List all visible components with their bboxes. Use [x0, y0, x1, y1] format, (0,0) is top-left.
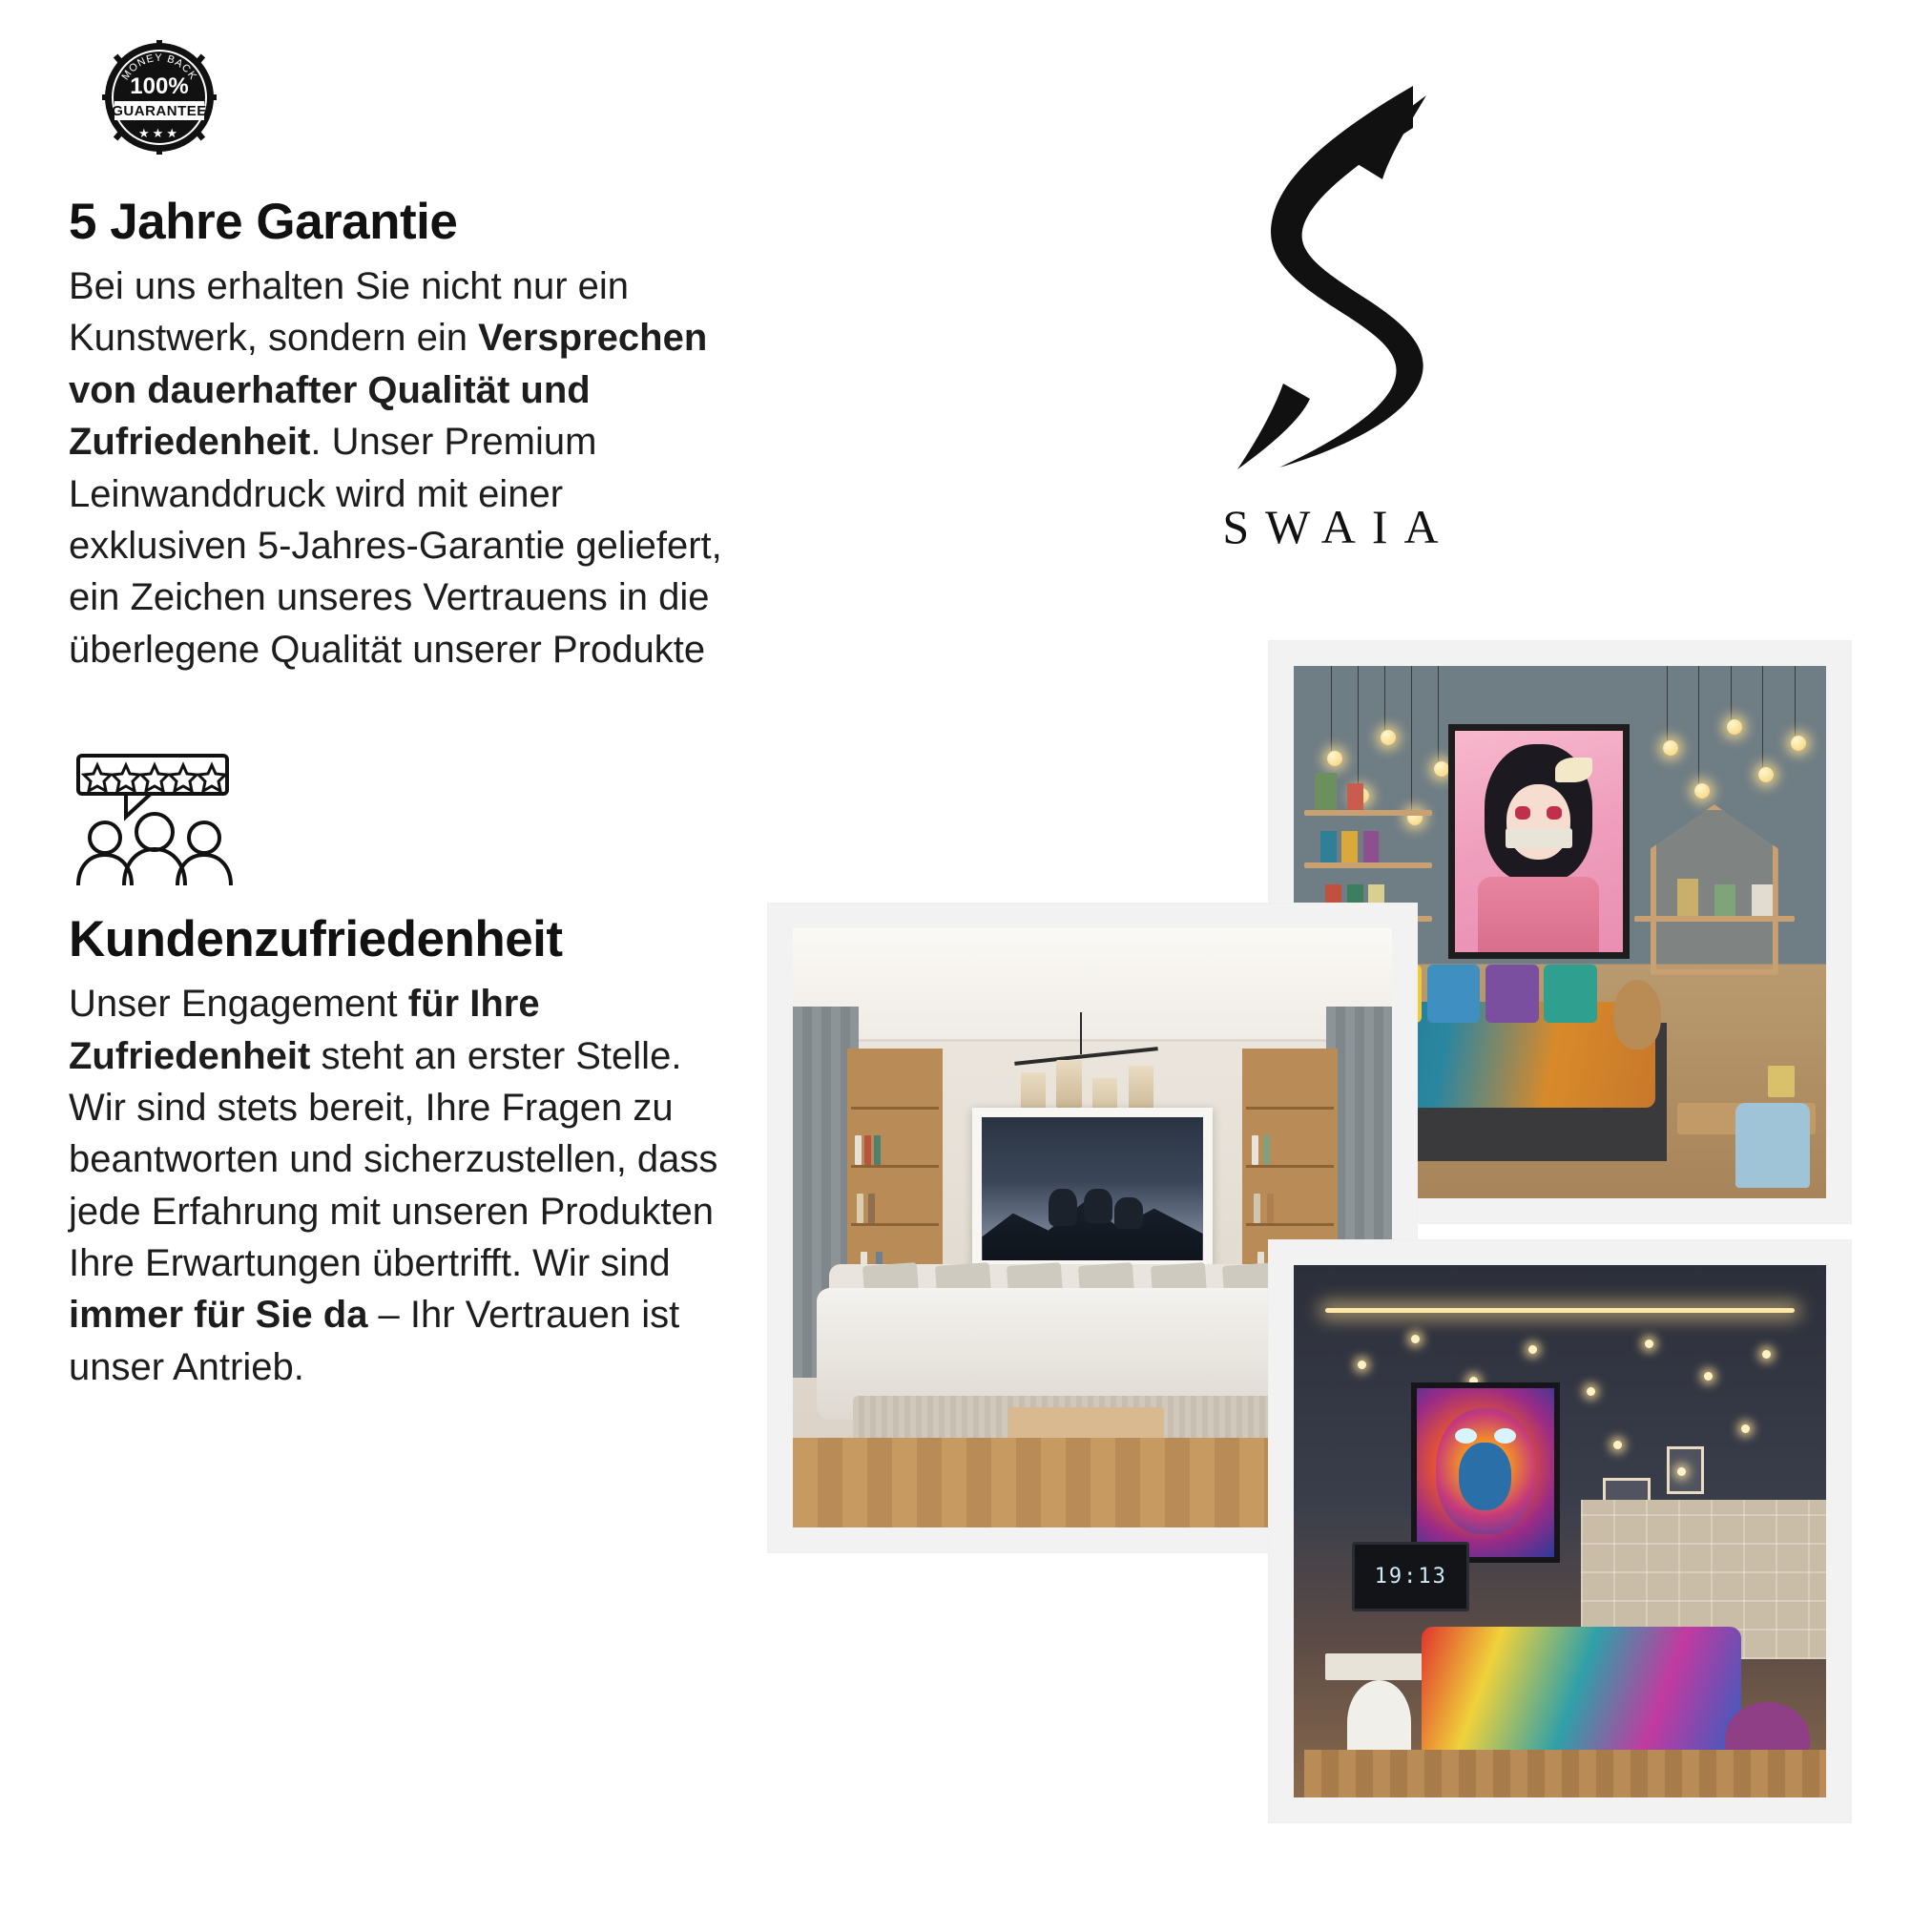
features-column	[69, 38, 775, 1393]
text-run: – Ihr Vertrauen ist unser Antrieb.	[69, 1294, 680, 1388]
text-run: . Unser Premium Leinwanddruck wird mit einer exklusiven 5-Jahres-Garantie geliefert, ein Zeichen unseres Vertrauens in die überlegene Qualität unserer Produkte	[69, 421, 722, 671]
wolf-canvas-artwork	[972, 1108, 1212, 1270]
svg-text:GUARANTEE: GUARANTEE	[112, 103, 207, 119]
text-run-bold: für Ihre Zufriedenheit	[69, 983, 540, 1077]
text-run-bold: Versprechen von dauerhafter Qualität und Zufriedenheit	[69, 317, 708, 464]
kids-room-lion-poster-photo	[1269, 1240, 1851, 1822]
anime-poster-artwork	[1448, 724, 1630, 959]
section-body-satisfaction	[69, 978, 737, 1393]
svg-text:★★★: ★★★	[138, 126, 180, 140]
text-run: steht an erster Stelle. Wir sind stets bereit, Ihre Fragen zu beantworten und sicherzustellen, dass jede Erfahrung mit unseren Produkten Ihre Erwartungen übertrifft. Wir sind	[69, 1034, 718, 1285]
section-body-guarantee	[69, 260, 737, 675]
text-run: Unser Engagement	[69, 983, 408, 1026]
text-run: Bei uns erhalten Sie nicht nur ein Kunstwerk, sondern ein	[69, 265, 630, 360]
text-run-bold: immer für Sie da	[69, 1294, 368, 1337]
money-back-guarantee-seal-icon	[69, 38, 250, 172]
svg-text:MONEY BACK: MONEY BACK	[119, 52, 199, 83]
lion-poster-artwork	[1411, 1382, 1560, 1564]
monitor-clock-time: 19:13	[1374, 1564, 1447, 1589]
brand-logo	[1188, 78, 1474, 554]
section-title-satisfaction: Kundenzufriedenheit	[69, 911, 563, 968]
svg-text:100%: 100%	[130, 73, 189, 99]
customer-satisfaction-rating-icon	[69, 750, 250, 893]
desk-monitor	[1352, 1542, 1469, 1611]
section-title-guarantee: 5 Jahre Garantie	[69, 194, 458, 250]
swaia-s-mark-icon	[1188, 78, 1474, 488]
brand-wordmark: SWAIA	[1222, 500, 1455, 553]
